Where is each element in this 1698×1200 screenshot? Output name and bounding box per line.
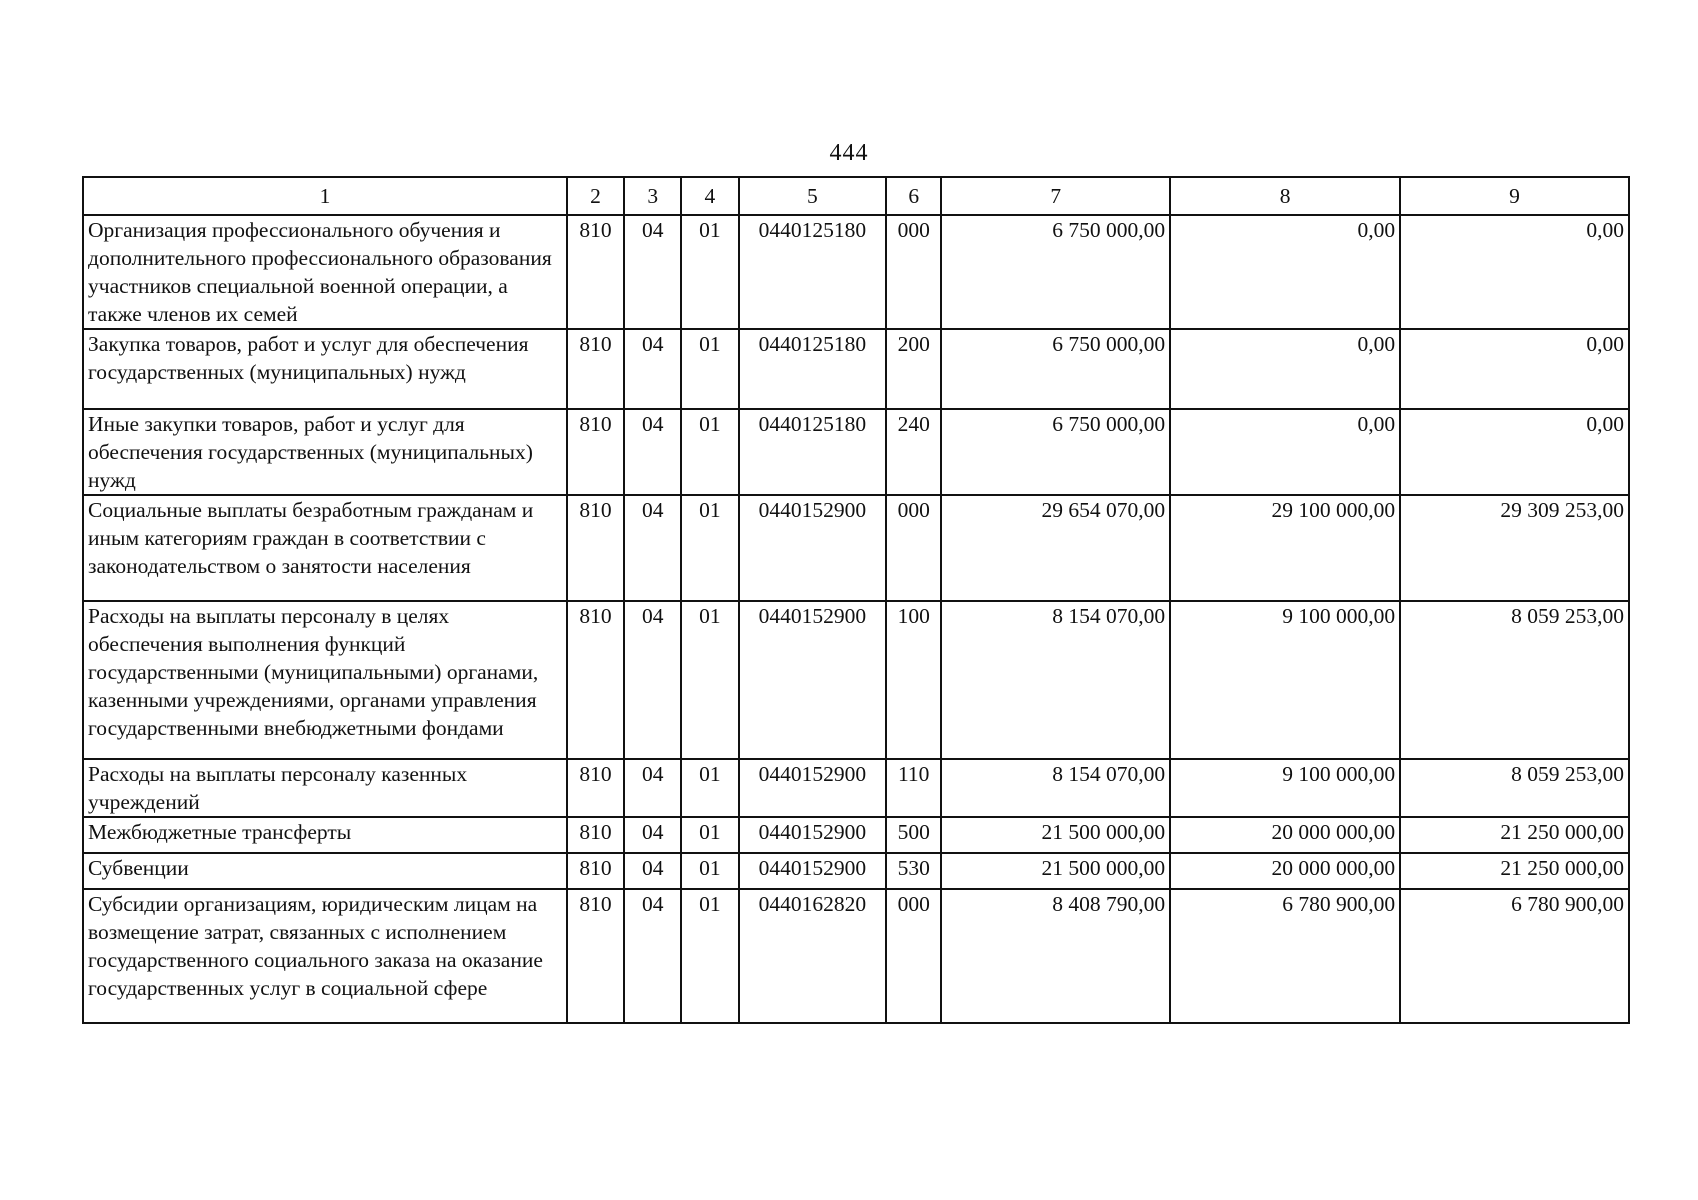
row-name: Социальные выплаты безработным гражданам и иным категориям граждан в соответствии с законодательством о занятости населения (83, 495, 567, 601)
table-row (83, 817, 1629, 853)
amount-col8: 6 780 900,00 (1170, 889, 1400, 1023)
ministry-code: 810 (567, 409, 624, 495)
section-code: 04 (624, 817, 681, 853)
budget-table (82, 176, 1630, 1024)
amount-col9: 29 309 253,00 (1400, 495, 1629, 601)
amount-col7: 8 408 790,00 (941, 889, 1170, 1023)
ministry-code: 810 (567, 215, 624, 329)
subsection-code: 01 (681, 495, 738, 601)
amount-col8: 9 100 000,00 (1170, 759, 1400, 817)
amount-col7: 21 500 000,00 (941, 817, 1170, 853)
target-article-code: 0440152900 (739, 495, 887, 601)
row-name: Иные закупки товаров, работ и услуг для обеспечения государственных (муниципальных) нужд (83, 409, 567, 495)
subsection-code: 01 (681, 329, 738, 409)
amount-col9: 8 059 253,00 (1400, 601, 1629, 759)
column-header: 6 (886, 177, 941, 215)
expense-type-code: 000 (886, 215, 941, 329)
expense-type-code: 000 (886, 889, 941, 1023)
target-article-code: 0440125180 (739, 409, 887, 495)
subsection-code: 01 (681, 215, 738, 329)
row-name: Субвенции (83, 853, 567, 889)
section-code: 04 (624, 889, 681, 1023)
subsection-code: 01 (681, 853, 738, 889)
ministry-code: 810 (567, 759, 624, 817)
amount-col9: 21 250 000,00 (1400, 853, 1629, 889)
expense-type-code: 530 (886, 853, 941, 889)
section-code: 04 (624, 759, 681, 817)
section-code: 04 (624, 409, 681, 495)
table-row (83, 853, 1629, 889)
amount-col7: 8 154 070,00 (941, 759, 1170, 817)
amount-col9: 21 250 000,00 (1400, 817, 1629, 853)
table-row (83, 329, 1629, 409)
amount-col8: 20 000 000,00 (1170, 817, 1400, 853)
table-row (83, 495, 1629, 601)
amount-col7: 29 654 070,00 (941, 495, 1170, 601)
ministry-code: 810 (567, 495, 624, 601)
table-header-row (83, 177, 1629, 215)
subsection-code: 01 (681, 601, 738, 759)
ministry-code: 810 (567, 601, 624, 759)
amount-col9: 0,00 (1400, 215, 1629, 329)
amount-col8: 0,00 (1170, 329, 1400, 409)
expense-type-code: 200 (886, 329, 941, 409)
row-name: Субсидии организациям, юридическим лицам на возмещение затрат, связанных с исполнением государственного социального заказа на оказание государственных услуг в социальной сфере (83, 889, 567, 1023)
target-article-code: 0440162820 (739, 889, 887, 1023)
column-header: 4 (681, 177, 738, 215)
row-name: Межбюджетные трансферты (83, 817, 567, 853)
ministry-code: 810 (567, 817, 624, 853)
ministry-code: 810 (567, 853, 624, 889)
table-row (83, 215, 1629, 329)
target-article-code: 0440152900 (739, 759, 887, 817)
page-number: 444 (829, 140, 869, 166)
section-code: 04 (624, 329, 681, 409)
expense-type-code: 000 (886, 495, 941, 601)
section-code: 04 (624, 495, 681, 601)
table-row (83, 889, 1629, 1023)
amount-col8: 29 100 000,00 (1170, 495, 1400, 601)
target-article-code: 0440152900 (739, 817, 887, 853)
column-header: 1 (83, 177, 567, 215)
target-article-code: 0440125180 (739, 329, 887, 409)
column-header: 2 (567, 177, 624, 215)
amount-col7: 6 750 000,00 (941, 215, 1170, 329)
row-name: Расходы на выплаты персоналу в целях обеспечения выполнения функций государственными (муниципальными) органами, казенными учреждениями, органами управления государственными внебюджетными фондами (83, 601, 567, 759)
column-header: 5 (739, 177, 887, 215)
section-code: 04 (624, 215, 681, 329)
amount-col8: 9 100 000,00 (1170, 601, 1400, 759)
amount-col9: 6 780 900,00 (1400, 889, 1629, 1023)
ministry-code: 810 (567, 889, 624, 1023)
expense-type-code: 240 (886, 409, 941, 495)
amount-col7: 21 500 000,00 (941, 853, 1170, 889)
column-header: 9 (1400, 177, 1629, 215)
target-article-code: 0440125180 (739, 215, 887, 329)
row-name: Закупка товаров, работ и услуг для обеспечения государственных (муниципальных) нужд (83, 329, 567, 409)
amount-col9: 0,00 (1400, 409, 1629, 495)
amount-col8: 0,00 (1170, 215, 1400, 329)
amount-col7: 6 750 000,00 (941, 329, 1170, 409)
column-header: 8 (1170, 177, 1400, 215)
expense-type-code: 100 (886, 601, 941, 759)
subsection-code: 01 (681, 759, 738, 817)
ministry-code: 810 (567, 329, 624, 409)
expense-type-code: 500 (886, 817, 941, 853)
row-name: Расходы на выплаты персоналу казенных учреждений (83, 759, 567, 817)
amount-col9: 8 059 253,00 (1400, 759, 1629, 817)
amount-col9: 0,00 (1400, 329, 1629, 409)
subsection-code: 01 (681, 409, 738, 495)
table-row (83, 601, 1629, 759)
column-header: 7 (941, 177, 1170, 215)
section-code: 04 (624, 853, 681, 889)
amount-col8: 0,00 (1170, 409, 1400, 495)
amount-col8: 20 000 000,00 (1170, 853, 1400, 889)
section-code: 04 (624, 601, 681, 759)
target-article-code: 0440152900 (739, 853, 887, 889)
subsection-code: 01 (681, 817, 738, 853)
expense-type-code: 110 (886, 759, 941, 817)
column-header: 3 (624, 177, 681, 215)
subsection-code: 01 (681, 889, 738, 1023)
row-name: Организация профессионального обучения и дополнительного профессионального образования участников специальной военной операции, а также членов их семей (83, 215, 567, 329)
target-article-code: 0440152900 (739, 601, 887, 759)
amount-col7: 8 154 070,00 (941, 601, 1170, 759)
amount-col7: 6 750 000,00 (941, 409, 1170, 495)
table-row (83, 409, 1629, 495)
table-row (83, 759, 1629, 817)
